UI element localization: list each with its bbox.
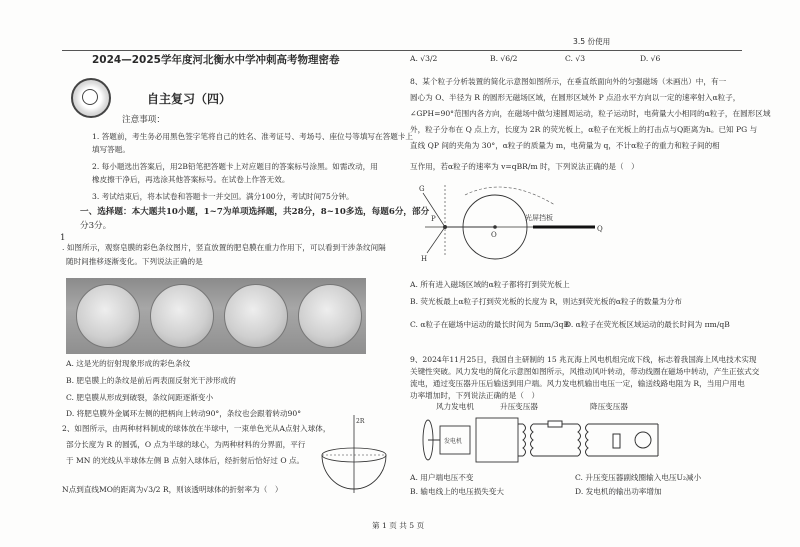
q1-stem: . 如图所示，观察皂膜的彩色条纹图片，竖直放置的肥皂膜在重力作用下，可以看到干涉条纹间隔 (62, 243, 386, 252)
fan-label: 风力发电机 (436, 402, 474, 411)
film-disk-1 (76, 284, 140, 348)
power-circuit-diagram (418, 412, 718, 468)
magnetic-field-diagram (405, 175, 785, 265)
q8-stem: 直线 QP 间的夹角为 30°，α粒子的质量为 m，电荷量为 q，不计α粒子的重力和粒子间的相 (410, 141, 720, 150)
svg-text:H: H (421, 255, 428, 263)
screen-label: 光屏挡板 (525, 214, 553, 222)
header-tag: 3.5 份使用 (573, 37, 611, 46)
q8-option-d: D. α粒子在荧光板区域运动的最长时间为 πm/qB (565, 320, 730, 329)
q9-stem: 流电，通过变压器升压后输送到用户端。风力发电机输出电压一定，输送线路电阻为 R，当用户用电 (410, 379, 745, 388)
note-line: 填写答题。 (92, 145, 130, 154)
q8-stem: ∠GPH=90°范围内各方向，在磁场中做匀速圆周运动，粒子运动时，电荷量大小相同的α粒子，在圆形区域 (410, 109, 771, 118)
q9-option-b: B. 输电线上的电压损失变大 (410, 487, 504, 496)
q1-option-d: D. 将肥皂膜外金属环左侧的把柄向上转动90°，条纹也会跟着转动90° (66, 409, 301, 418)
note-line: 1. 答题前，考生务必用黑色签字笔将自己的姓名、准考证号、考场号、座位号等填写在答题卡上 (92, 132, 413, 141)
user-transformer-label: 降压变压器 (590, 402, 628, 411)
film-disk-3 (224, 284, 288, 348)
header-rule (62, 50, 742, 51)
svg-text:P: P (431, 215, 436, 223)
q8-stem: 外，粒子分布在 Q 点上方，长度为 2R 的荧光板上，α粒子在光板上的打击点与Q距离为h。已知 PG 与 (410, 125, 758, 134)
q8-option-b: B. 荧光板最上α粒子打到荧光板的长度为 R，则达到荧光板的α粒子的数量为分布 (410, 297, 682, 306)
q2-stem: 于 MN 的光线从半球体左侧 B 点射入球体后，经折射后恰好过 O 点。 (66, 456, 305, 465)
q1-option-a: A. 这是光的衍射现象形成的彩色条纹 (66, 359, 191, 368)
q8-option-a: A. 所有进入磁场区域的α粒子都将打到荧光板上 (410, 280, 570, 289)
svg-text:Q: Q (597, 225, 603, 233)
prev-option-a: A. √3/2 (410, 54, 438, 63)
q8-stem: 互作用，若α粒子的速率为 v=qBR/m 时，下列说法正确的是（ ） (410, 162, 639, 171)
school-seal-icon (71, 78, 111, 118)
q8-stem: 8、某个粒子分析装置的简化示意图如图所示，在垂直纸面向外的匀强磁场（未画出）中，有一 (410, 77, 727, 86)
q9-option-c: C. 升压变压器副线圈输入电压U₂减小 (575, 473, 702, 482)
q8-stem: 圆心为 O、半径为 R 的圆形无磁场区域，在圆形区域外 P 点沿水平方向以一定的速率射入α粒子， (410, 93, 741, 102)
q9-option-a: A. 用户端电压不变 (410, 473, 474, 482)
question-number: 1 (60, 233, 66, 243)
note-line: 3. 考试结束后，将本试卷和答题卡一并交回。满分100分，考试时间75分钟。 (92, 192, 354, 201)
notes-heading: 注意事项： (122, 115, 165, 125)
svg-text:O: O (491, 231, 497, 239)
film-disk-2 (150, 284, 214, 348)
hemisphere-diagram (318, 415, 390, 495)
q8-option-c: C. α粒子在磁场中运动的最长时间为 5πm/3qB (410, 320, 570, 329)
prev-option-d: D. √6 (640, 54, 661, 63)
section-heading: 一、选择题：本大题共10小题，1~7为单项选择题，共28分，8~10多选，每题6分，部分 (80, 207, 430, 217)
transformer-label: 升压变压器 (500, 402, 538, 411)
q9-stem: 9、2024年11月25日，我国自主研制的 15 兆瓦海上风电机组完成下线，标志着我国海上风电技术实现 (410, 355, 757, 364)
generator-label: 发电机 (444, 438, 463, 445)
prev-option-b: B. √6/2 (490, 54, 518, 63)
exam-title: 2024—2025学年度河北衡水中学冲刺高考物理密卷 (92, 54, 340, 66)
section-heading-cont: 分3分。 (80, 221, 112, 231)
note-line: 2. 每小题选出答案后，用2B铅笔把答题卡上对应题目的答案标号涂黑。如需改动，用 (92, 162, 378, 171)
page-footer: 第 1 页 共 5 页 (372, 521, 425, 530)
q9-stem: 关键性突破。风力发电的简化示意图如图所示，风推动风叶转动，带动线圈在磁场中转动，产生正弦式交 (410, 367, 760, 376)
q1-stem: 随时间推移逐渐变化。下列说法正确的是 (66, 257, 203, 266)
q2-stem: 2、如图所示，由两种材料制成的球体放在半球中，一束单色光从A点射入球体， (62, 424, 331, 433)
q1-option-c: C. 肥皂膜从形成到破裂，条纹间距逐渐变小 (66, 393, 214, 402)
q1-option-b: B. 肥皂膜上的条纹是前后两表面反射光干涉形成的 (66, 376, 236, 385)
q2-stem: 部分长度为 R 的圆弧，O 点为半球的球心，为两种材料的分界面，平行 (66, 440, 306, 449)
exam-subtitle: 自主复习（四） (147, 92, 232, 106)
diagram-label-2r: 2R (356, 418, 365, 425)
q9-option-d: D. 发电机的输出功率增加 (575, 487, 662, 496)
film-disk-4 (298, 284, 362, 348)
soap-film-photo (66, 278, 366, 354)
prev-option-c: C. √3 (565, 54, 586, 63)
q2-stem: N点到直线MO的距离为√3/2 R，则该透明球体的折射率为（ ） (62, 485, 283, 494)
note-line: 橡皮擦干净后，再选涂其他答案标号。在试卷上作答无效。 (92, 175, 290, 184)
q9-stem: 功率增加时，下列说法正确的是（ ） (410, 391, 540, 400)
svg-text:G: G (419, 185, 425, 193)
